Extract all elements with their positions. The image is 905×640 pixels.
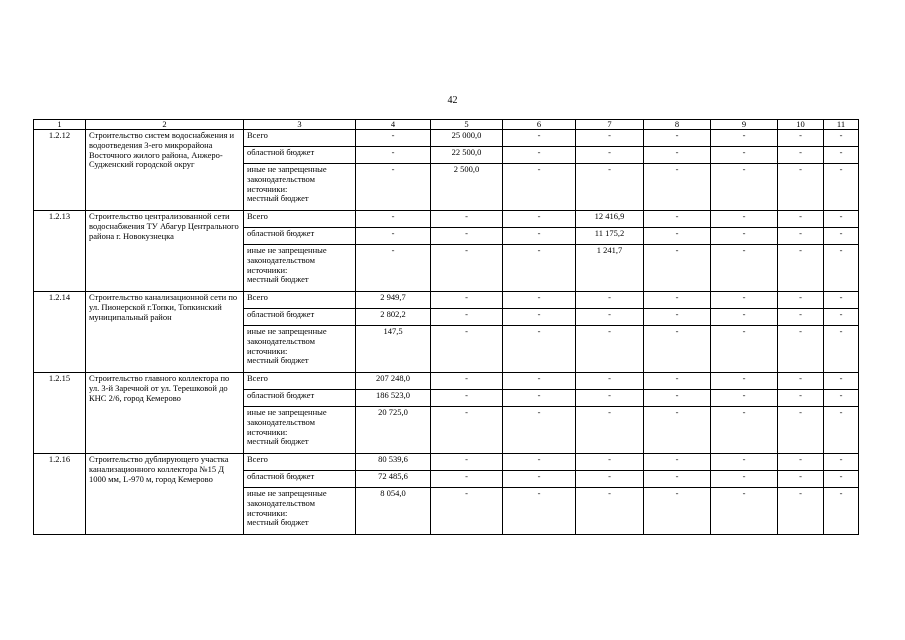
regional-value-cell: - xyxy=(356,228,431,245)
total-value-cell: - xyxy=(431,454,503,471)
funding-regional-label: областной бюджет xyxy=(244,309,356,326)
local-value-cell: - xyxy=(503,407,576,454)
total-value-cell: - xyxy=(576,130,644,147)
total-value-cell: - xyxy=(503,373,576,390)
regional-value-cell: - xyxy=(824,390,859,407)
item-number: 1.2.16 xyxy=(34,454,86,535)
local-value-cell: - xyxy=(576,326,644,373)
total-value-cell: - xyxy=(644,130,711,147)
regional-value-cell: - xyxy=(778,471,824,488)
funding-other-label-line: иные не запрещенные xyxy=(247,326,327,336)
regional-value-cell: - xyxy=(503,390,576,407)
column-header: 5 xyxy=(431,120,503,130)
funding-other-label-line: местный бюджет xyxy=(247,517,309,528)
item-name: Строительство канализационной сети по ул. Пионерской г.Топки, Топкинский муниципальный район xyxy=(86,292,244,373)
regional-value-cell: - xyxy=(644,147,711,164)
local-value-cell: 1 241,7 xyxy=(576,245,644,292)
funding-total-label: Всего xyxy=(244,373,356,390)
regional-value-cell: - xyxy=(644,471,711,488)
funding-other-label-line: источники: xyxy=(247,426,288,437)
regional-value-cell: - xyxy=(644,309,711,326)
total-value-cell: 25 000,0 xyxy=(431,130,503,147)
regional-value-cell: - xyxy=(503,471,576,488)
regional-value-cell: - xyxy=(356,147,431,164)
total-value-cell: - xyxy=(431,211,503,228)
regional-value-cell: - xyxy=(824,228,859,245)
column-header: 3 xyxy=(244,120,356,130)
total-value-cell: - xyxy=(824,373,859,390)
table-row-total xyxy=(34,130,859,147)
regional-value-cell: - xyxy=(711,471,778,488)
local-value-cell: - xyxy=(778,407,824,454)
local-value-cell: - xyxy=(644,488,711,535)
total-value-cell: - xyxy=(778,130,824,147)
funding-other-label-line: законодательством xyxy=(247,416,316,427)
funding-other-label xyxy=(244,407,356,454)
local-value-cell: - xyxy=(824,245,859,292)
column-header: 11 xyxy=(824,120,859,130)
regional-value-cell: - xyxy=(778,390,824,407)
total-value-cell: - xyxy=(711,292,778,309)
local-value-cell: - xyxy=(778,488,824,535)
total-value-cell: - xyxy=(431,373,503,390)
funding-regional-label: областной бюджет xyxy=(244,228,356,245)
total-value-cell: 207 248,0 xyxy=(356,373,431,390)
regional-value-cell: - xyxy=(576,309,644,326)
total-value-cell: - xyxy=(824,454,859,471)
total-value-cell: 80 539,6 xyxy=(356,454,431,471)
column-header: 2 xyxy=(86,120,244,130)
funding-other-label-line: законодательством xyxy=(247,254,316,265)
funding-other-label-line: иные не запрещенные xyxy=(247,245,327,255)
local-value-cell: - xyxy=(431,488,503,535)
column-header: 7 xyxy=(576,120,644,130)
funding-other-label-line: законодательством xyxy=(247,335,316,346)
table-row-total xyxy=(34,373,859,390)
total-value-cell: - xyxy=(711,454,778,471)
total-value-cell: - xyxy=(778,211,824,228)
local-value-cell: - xyxy=(778,164,824,211)
local-value-cell: - xyxy=(503,164,576,211)
funding-other-label-line: местный бюджет xyxy=(247,193,309,204)
funding-other-label-line: местный бюджет xyxy=(247,355,309,366)
table-row-total xyxy=(34,292,859,309)
funding-other-label-line: законодательством xyxy=(247,173,316,184)
local-value-cell: - xyxy=(431,407,503,454)
total-value-cell: - xyxy=(644,211,711,228)
local-value-cell: 147,5 xyxy=(356,326,431,373)
column-header-row xyxy=(34,120,859,130)
funding-other-label-line: иные не запрещенные xyxy=(247,488,327,498)
total-value-cell: - xyxy=(356,130,431,147)
total-value-cell: - xyxy=(824,130,859,147)
local-value-cell: - xyxy=(576,488,644,535)
regional-value-cell: - xyxy=(431,471,503,488)
funding-regional-label: областной бюджет xyxy=(244,471,356,488)
regional-value-cell: - xyxy=(503,147,576,164)
local-value-cell: - xyxy=(503,326,576,373)
regional-value-cell: - xyxy=(778,309,824,326)
local-value-cell: - xyxy=(503,245,576,292)
item-number: 1.2.14 xyxy=(34,292,86,373)
regional-value-cell: - xyxy=(644,228,711,245)
page-number: 42 xyxy=(447,95,458,106)
total-value-cell: - xyxy=(503,211,576,228)
regional-value-cell: - xyxy=(503,228,576,245)
regional-value-cell: 11 175,2 xyxy=(576,228,644,245)
funding-other-label-line: иные не запрещенные xyxy=(247,407,327,417)
table-row-total xyxy=(34,454,859,471)
regional-value-cell: - xyxy=(824,471,859,488)
local-value-cell: - xyxy=(503,488,576,535)
funding-other-label-line: источники: xyxy=(247,264,288,275)
column-header: 9 xyxy=(711,120,778,130)
item-number: 1.2.13 xyxy=(34,211,86,292)
total-value-cell: - xyxy=(824,211,859,228)
local-value-cell: - xyxy=(431,326,503,373)
local-value-cell: - xyxy=(644,326,711,373)
local-value-cell: - xyxy=(644,245,711,292)
total-value-cell: - xyxy=(503,292,576,309)
local-value-cell: - xyxy=(576,407,644,454)
local-value-cell: - xyxy=(644,407,711,454)
table-body xyxy=(34,130,859,535)
total-value-cell: - xyxy=(824,292,859,309)
regional-value-cell: - xyxy=(711,390,778,407)
local-value-cell: - xyxy=(824,407,859,454)
local-value-cell: 20 725,0 xyxy=(356,407,431,454)
total-value-cell: - xyxy=(711,130,778,147)
funding-other-label-line: источники: xyxy=(247,345,288,356)
funding-total-label: Всего xyxy=(244,454,356,471)
local-value-cell: - xyxy=(778,245,824,292)
total-value-cell: 12 416,9 xyxy=(576,211,644,228)
regional-value-cell: - xyxy=(778,147,824,164)
total-value-cell: 2 949,7 xyxy=(356,292,431,309)
item-name: Строительство дублирующего участка канализационного коллектора №15 Д 1000 мм, L-970 м, город Кемерово xyxy=(86,454,244,535)
item-name: Строительство централизованной сети водоснабжения ТУ Абагур Центрального района г. Новокузнецка xyxy=(86,211,244,292)
local-value-cell: - xyxy=(824,326,859,373)
total-value-cell: - xyxy=(503,130,576,147)
local-value-cell: - xyxy=(824,488,859,535)
regional-value-cell: - xyxy=(778,228,824,245)
total-value-cell: - xyxy=(644,373,711,390)
funding-other-label-line: источники: xyxy=(247,183,288,194)
regional-value-cell: - xyxy=(503,309,576,326)
regional-value-cell: - xyxy=(711,309,778,326)
regional-value-cell: - xyxy=(576,147,644,164)
column-header: 10 xyxy=(778,120,824,130)
regional-value-cell: - xyxy=(576,390,644,407)
regional-value-cell: 186 523,0 xyxy=(356,390,431,407)
funding-other-label-line: источники: xyxy=(247,507,288,518)
column-header: 4 xyxy=(356,120,431,130)
local-value-cell: - xyxy=(576,164,644,211)
total-value-cell: - xyxy=(576,373,644,390)
column-header: 1 xyxy=(34,120,86,130)
item-number: 1.2.15 xyxy=(34,373,86,454)
table-row-total xyxy=(34,211,859,228)
total-value-cell: - xyxy=(778,373,824,390)
funding-other-label xyxy=(244,164,356,211)
total-value-cell: - xyxy=(576,292,644,309)
total-value-cell: - xyxy=(644,292,711,309)
total-value-cell: - xyxy=(576,454,644,471)
funding-other-label xyxy=(244,245,356,292)
local-value-cell: - xyxy=(644,164,711,211)
budget-table xyxy=(33,119,859,535)
local-value-cell: - xyxy=(356,245,431,292)
funding-total-label: Всего xyxy=(244,292,356,309)
funding-other-label xyxy=(244,488,356,535)
regional-value-cell: - xyxy=(824,309,859,326)
total-value-cell: - xyxy=(711,211,778,228)
funding-other-label-line: иные не запрещенные xyxy=(247,164,327,174)
regional-value-cell: 72 485,6 xyxy=(356,471,431,488)
item-name: Строительство главного коллектора по ул. 3-й Заречной от ул. Терешковой до КНС 2/6, город Кемерово xyxy=(86,373,244,454)
funding-regional-label: областной бюджет xyxy=(244,147,356,164)
total-value-cell: - xyxy=(356,211,431,228)
regional-value-cell: 2 802,2 xyxy=(356,309,431,326)
total-value-cell: - xyxy=(711,373,778,390)
funding-other-label-line: местный бюджет xyxy=(247,274,309,285)
local-value-cell: - xyxy=(431,245,503,292)
item-number: 1.2.12 xyxy=(34,130,86,211)
local-value-cell: 2 500,0 xyxy=(431,164,503,211)
local-value-cell: - xyxy=(356,164,431,211)
total-value-cell: - xyxy=(644,454,711,471)
local-value-cell: 8 054,0 xyxy=(356,488,431,535)
funding-other-label-line: местный бюджет xyxy=(247,436,309,447)
local-value-cell: - xyxy=(778,326,824,373)
column-header: 6 xyxy=(503,120,576,130)
local-value-cell: - xyxy=(824,164,859,211)
total-value-cell: - xyxy=(778,292,824,309)
total-value-cell: - xyxy=(778,454,824,471)
regional-value-cell: - xyxy=(431,390,503,407)
local-value-cell: - xyxy=(711,245,778,292)
local-value-cell: - xyxy=(711,488,778,535)
regional-value-cell: - xyxy=(711,228,778,245)
local-value-cell: - xyxy=(711,407,778,454)
regional-value-cell: - xyxy=(576,471,644,488)
regional-value-cell: - xyxy=(644,390,711,407)
funding-total-label: Всего xyxy=(244,211,356,228)
local-value-cell: - xyxy=(711,164,778,211)
regional-value-cell: - xyxy=(711,147,778,164)
item-name: Строительство систем водоснабжения и водоотведения 3-его микрорайона Восточного жилого района, Анжеро-Судженский городской округ xyxy=(86,130,244,211)
regional-value-cell: - xyxy=(431,228,503,245)
regional-value-cell: - xyxy=(824,147,859,164)
total-value-cell: - xyxy=(431,292,503,309)
column-header: 8 xyxy=(644,120,711,130)
funding-other-label xyxy=(244,326,356,373)
total-value-cell: - xyxy=(503,454,576,471)
regional-value-cell: 22 500,0 xyxy=(431,147,503,164)
funding-total-label: Всего xyxy=(244,130,356,147)
funding-other-label-line: законодательством xyxy=(247,497,316,508)
funding-regional-label: областной бюджет xyxy=(244,390,356,407)
regional-value-cell: - xyxy=(431,309,503,326)
local-value-cell: - xyxy=(711,326,778,373)
